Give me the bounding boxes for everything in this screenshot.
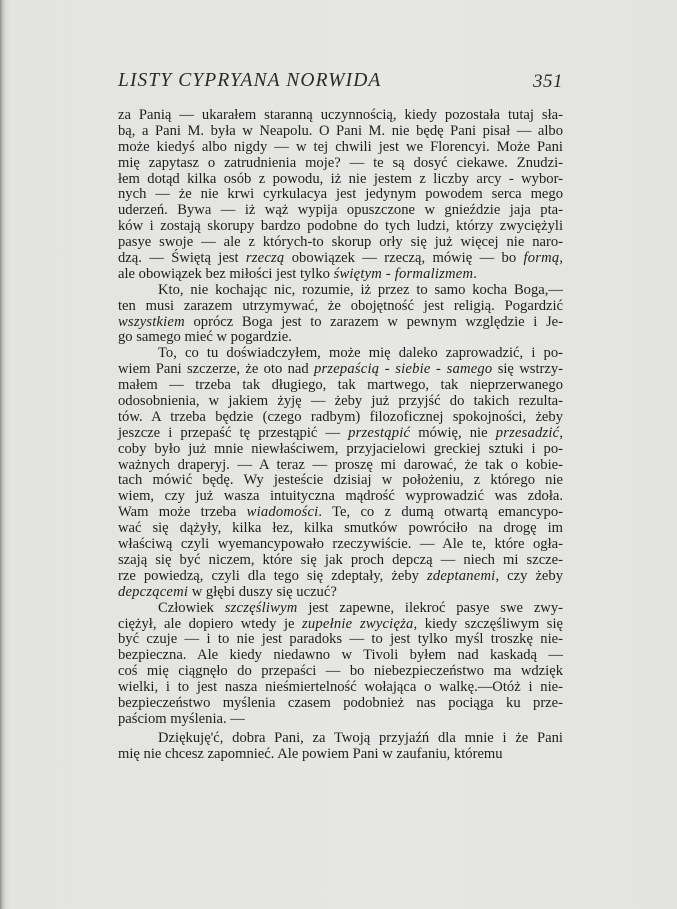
text-run: wiem, czy już wasza intuitycznа mądrość wyprowadzić was zdoła. (118, 488, 563, 505)
text-line (118, 235, 563, 251)
text-line (118, 394, 563, 410)
text-line (118, 664, 563, 680)
text-run: coś mię ciągnęło do przepaści — bo niebezpieczeństwo ma wdzięk (118, 663, 563, 680)
text-line (118, 156, 563, 172)
text-run: szają się być niczem, które się jak proch depczą — niech mi szczе- (118, 551, 563, 568)
text-run: dzą. — Świętą jest (118, 250, 246, 267)
text-line (118, 267, 563, 283)
text-run: oprócz Boga jest to zarazem w pewnym względzie i Je- (184, 313, 563, 330)
text-line (118, 378, 563, 394)
paragraph (118, 731, 563, 763)
text-line (118, 617, 563, 633)
text-line (118, 747, 563, 763)
text-run: Kto, nie kochając nic, rozumie, iż przez to samo kocha Boga,— (158, 281, 563, 298)
text-run: łem dotąd kilka osób z powodu, iż nie jestem z liczby arcy - wybor- (118, 170, 563, 187)
text-run: być czuje — i to nie jest paradoks — to jest tylko myśl troszkę nie- (118, 631, 563, 648)
text-line (118, 187, 563, 203)
text-run: za Panią — ukarałem staranną uczynnością, kiedy pozostała tutaj sła- (118, 107, 563, 123)
emphasized-text: rzeczą (245, 250, 285, 267)
text-line (118, 124, 563, 140)
text-line (118, 172, 563, 188)
emphasized-text: przesadzić (495, 424, 560, 441)
text-line (118, 569, 563, 585)
text-run: Wam może trzeba (118, 504, 247, 521)
text-line (118, 473, 563, 489)
text-run: może kiedyś albo nigdy — w tej chwili jest we Florencyi. Może Pani (118, 138, 563, 155)
text-line (118, 442, 563, 458)
text-run: wać się dążyły, kilka łez, kilka smutków powróciło na drogę im (118, 520, 563, 537)
text-run: tach mówić będę. Wy jesteście dzisiaj w położeniu, z którego nie (118, 472, 563, 489)
text-line (118, 601, 563, 617)
text-run: obowiązek — rzeczą, mówię — bo (284, 250, 524, 267)
text-run: Człowiek (158, 599, 225, 616)
text-run: mię nie chcesz zapomnieć. Ale powiem Pani w zaufaniu, któremu (118, 745, 503, 762)
text-run: wielki, i to jest nasza nieśmiertelność wołająca o walkę.—Otóż i nie- (118, 679, 563, 696)
text-line (118, 362, 563, 378)
text-line (118, 299, 563, 315)
text-line (118, 426, 563, 442)
text-run: właściwą czyli wyemancypowało rzeczywiście. — Ale te, które ogła- (118, 536, 563, 553)
text-run: nych — że nie krwi cyrkulacya jest jedynym powodem serca mego (118, 186, 563, 203)
running-title: LISTY CYPRYANA NORWIDA (118, 70, 382, 91)
paragraph (118, 283, 563, 347)
text-run: bezpieczna. Ale kiedy niedawno w Tivoli byłem nad kaskadą — (118, 647, 563, 664)
text-line (118, 489, 563, 505)
emphasized-text: zupełnie zwycięża (302, 615, 414, 632)
emphasized-text: świętym - formalizmem (333, 265, 474, 282)
text-run: jeszcze i przepaść tę przestąpić — (118, 424, 349, 441)
text-line (118, 219, 563, 235)
text-run: , (559, 424, 563, 441)
emphasized-text: wszystkiem (118, 313, 185, 330)
text-line (118, 283, 563, 299)
text-line (118, 680, 563, 696)
text-run: ten musi zarazem utrzymywać, że obojętność jest religią. Pogardzić (118, 297, 563, 314)
text-line (118, 632, 563, 648)
emphasized-text: formą (523, 250, 560, 267)
paragraph (118, 108, 563, 283)
text-line (118, 140, 563, 156)
text-line (118, 330, 563, 346)
text-run: , kiedy szczęśliwym się (413, 615, 564, 632)
text-run: bezpieczeństwo myślenia czasem podobnież nas pociąga ku prze- (118, 694, 563, 711)
text-run: tów. A trzeba będzie (czego radbym) filozoficznej spokojności, żeby (118, 408, 563, 425)
text-run: coby było już mnie niewłaściwem, przyjacielowi greckiej sztuki i po- (118, 440, 563, 457)
text-line (118, 648, 563, 664)
emphasized-text: przepaścią - siebie - samego (313, 361, 493, 378)
page-number: 351 (533, 71, 563, 92)
text-run: bą, a Pani M. była w Neapolu. O Pani M. nie będę Pani pisał — albo (118, 122, 563, 139)
text-run: To, co tu doświadczyłem, może mię daleko zaprowadzić, i po- (158, 345, 563, 362)
text-run: wiem Pani szczerze, że oto nad (118, 361, 314, 378)
text-run: , czy żeby (495, 567, 563, 584)
text-run: Dziękuję'ć, dobra Pani, za Twoją przyjaźń dla mnie i że Pani (158, 729, 563, 746)
body-text (118, 108, 563, 763)
text-run: . (473, 265, 477, 282)
emphasized-text: szczęśliwym (224, 599, 298, 616)
text-run: pasye swoje — ale z których-to skorup orły się już więcej nie naro- (118, 234, 563, 251)
text-line (118, 505, 563, 521)
text-run: rze powiedzą, czyli dla tego się zdeptały, żeby (118, 567, 427, 584)
text-run: odosobnienia, w jakiem żyję — żeby już przyjść do takich rezulta- (118, 393, 563, 410)
text-run: . Te, co z dumą otwartą emancypo- (318, 504, 563, 521)
text-line (118, 696, 563, 712)
emphasized-text: wiadomości (246, 504, 319, 521)
running-head (118, 70, 563, 94)
text-line (118, 251, 563, 267)
text-line (118, 315, 563, 331)
emphasized-text: depczącemi (118, 583, 189, 600)
text-run: go samego mieć w pogardzie. (118, 329, 292, 346)
text-run: ale obowiązek bez miłości jest tylko (118, 265, 334, 282)
text-line (118, 108, 563, 124)
text-line (118, 521, 563, 537)
text-line (118, 553, 563, 569)
text-run: uderzeń. Bywa — iż wąż wypija opuszczone w gnieździe jaja pta- (118, 202, 563, 219)
text-line (118, 585, 563, 601)
paragraph (118, 601, 563, 728)
paragraph (118, 346, 563, 600)
text-run: ważnych draperyj. — A teraz — proszę mi darować, że tak o kobie- (118, 456, 563, 473)
text-run: w głębi duszy się uczuć? (188, 583, 337, 600)
text-line (118, 410, 563, 426)
text-run: jest zapewne, ilekroć pasye swe zwy- (297, 599, 563, 616)
text-run: małem — trzeba tak długiego, tak martwego, tak nieprzerwanego (118, 377, 563, 394)
text-line (118, 731, 563, 747)
text-run: się wstrzy- (492, 361, 563, 378)
text-run: paściom myślenia. — (118, 710, 245, 727)
text-run: ciężył, ale dopiero wtedy je (118, 615, 303, 632)
emphasized-text: zdeptanemi (426, 567, 496, 584)
text-run: , (559, 250, 563, 267)
emphasized-text: przestąpić (348, 424, 411, 441)
text-line (118, 458, 563, 474)
text-run: mię zapytasz o zatrudnienia moje? — te są dosyć ciekawe. Znudzi- (118, 154, 563, 171)
text-line (118, 346, 563, 362)
text-line (118, 537, 563, 553)
text-run: mówię, nie (410, 424, 496, 441)
text-run: ków i zostają skorupy bardzo podobne do tych ludzi, którzy zwyciężyli (118, 218, 563, 235)
text-line (118, 712, 563, 728)
text-line (118, 203, 563, 219)
